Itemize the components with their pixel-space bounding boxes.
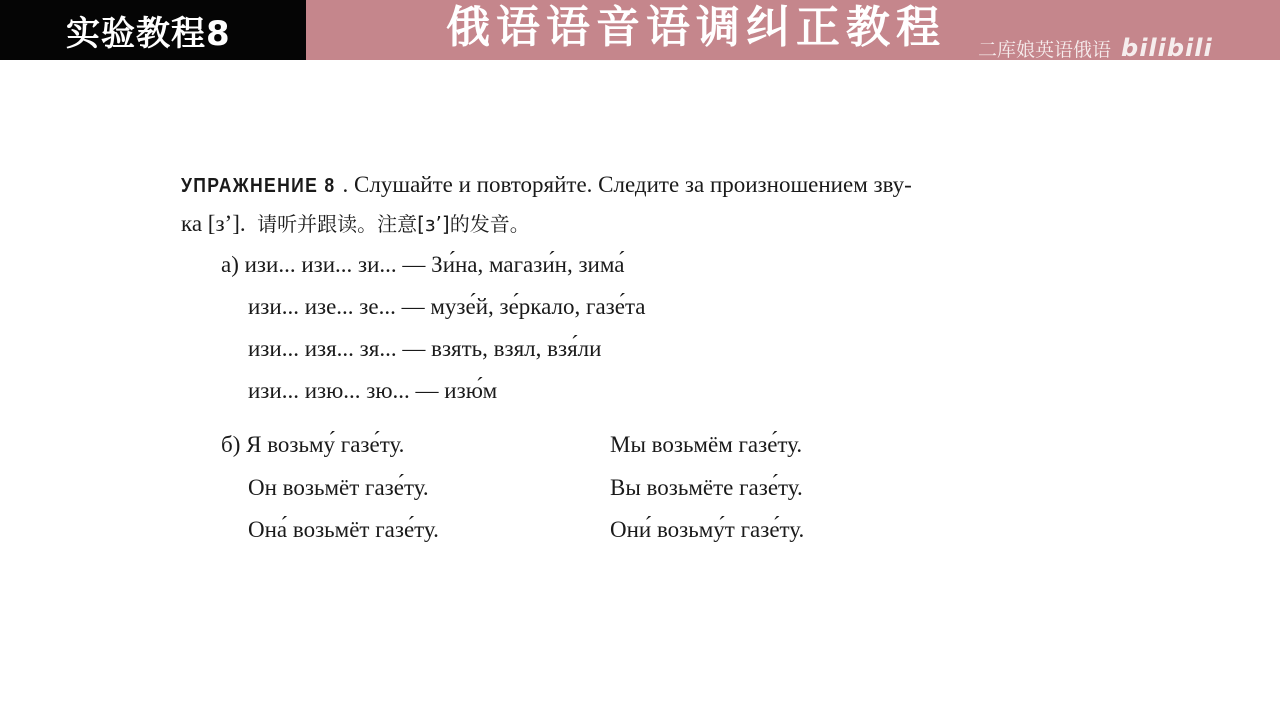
instruction-chinese: 请听并跟读。注意[з’]的发音。 — [257, 212, 530, 236]
course-title-box — [306, 0, 1280, 60]
part-b-right-1: Мы возьмём газе́ту. — [610, 432, 803, 457]
header-bar — [0, 0, 1280, 60]
watermark — [978, 34, 1213, 62]
part-a-line-1: а) изи... изи... зи... — Зи́на, магази́н, зима́ — [221, 252, 625, 277]
part-b-right-3: Они́ возьму́т газе́ту. — [610, 517, 805, 542]
watermark-channel: 二库娘英语俄语 — [978, 38, 1112, 61]
part-b-left-2: Он возьмёт газе́ту. — [248, 475, 429, 500]
part-b-right-2: Вы возьмёте газе́ту. — [610, 475, 803, 500]
exercise-instruction — [181, 166, 1101, 243]
part-b-left-3: Она́ возьмёт газе́ту. — [248, 517, 439, 542]
bilibili-logo-icon: bilibili — [1121, 34, 1213, 62]
part-a-line-3: изи... изя... зя... — взять, взял, взя́ли — [248, 336, 602, 361]
part-a-line-4: изи... изю... зю... — изю́м — [248, 378, 498, 403]
exercise-content — [181, 166, 1101, 243]
lesson-label-box — [0, 0, 306, 60]
exercise-heading: УПРАЖНЕНИЕ 8 — [181, 175, 336, 197]
part-b-left-1: б) Я возьму́ газе́ту. — [221, 432, 405, 457]
course-title: 俄语语音语调纠正教程 — [446, 2, 946, 53]
instruction-line1: . Слушайте и повторяйте. Следите за произношением зву- — [342, 172, 912, 197]
part-a-line-2: изи... изе... зе... — музе́й, зе́ркало, газе́та — [248, 294, 646, 319]
instruction-line2: ка [з’]. — [181, 211, 246, 236]
lesson-label: 实验教程8 — [66, 13, 231, 54]
